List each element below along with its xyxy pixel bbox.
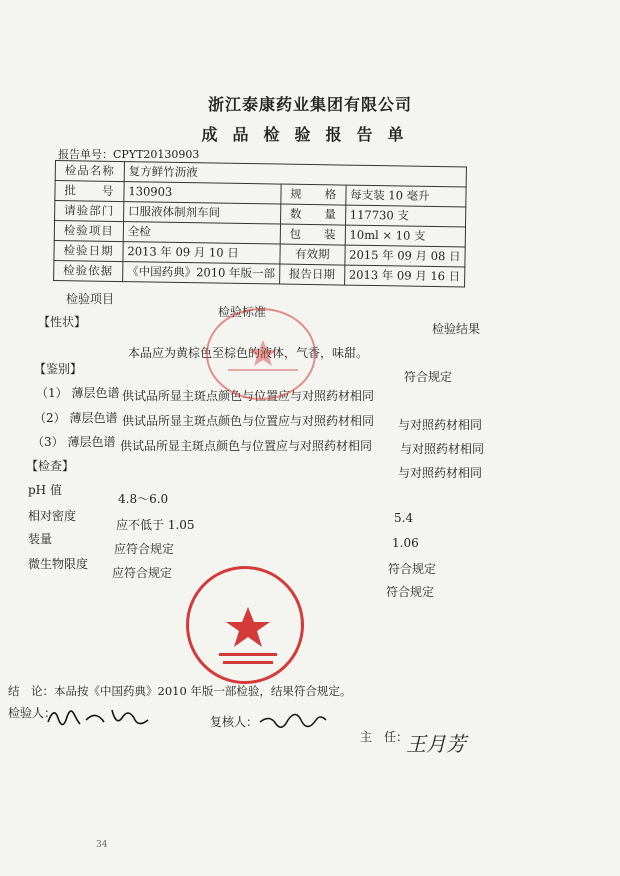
inspector-label: 检验人：: [8, 706, 57, 720]
value-cell: 每支装 10 毫升: [345, 185, 466, 207]
inspect-result-1: 5.4: [394, 511, 414, 525]
properties-standard: 本品应为黄棕色至棕色的液体，气香，味甜。: [128, 346, 369, 360]
value-cell: 2013 年 09 月 10 日: [123, 242, 280, 264]
section-properties-label: 【性状】: [38, 315, 87, 329]
value-cell: 《中国药典》2010 年版一部: [122, 262, 279, 284]
ident-result-3: 与对照药材相同: [398, 466, 483, 480]
value-cell: 130903: [124, 182, 281, 204]
report-number: 报告单号：CPYT20130903: [58, 148, 200, 161]
conclusion-text: 结 论：本品按《中国药典》2010 年版一部检验，结果符合规定。: [8, 684, 352, 698]
ident-item-3: （3） 薄层色谱: [32, 435, 116, 449]
value-cell: 复方鲜竹沥液: [124, 162, 466, 187]
properties-result: 符合规定: [404, 370, 453, 384]
inspect-result-2: 1.06: [392, 536, 419, 550]
inspect-standard-1: 4.8～6.0: [118, 492, 169, 506]
reviewer-signature-icon: [258, 706, 328, 732]
ident-item-1: （1） 薄层色谱: [36, 386, 120, 400]
label-cell: 请验部门: [55, 201, 124, 222]
ident-result-1: 与对照药材相同: [398, 418, 483, 432]
company-stamp: [206, 308, 316, 400]
ident-item-2: （2） 薄层色谱: [34, 411, 118, 425]
page-mark: 34: [96, 840, 108, 850]
inspector-signature-icon: [46, 700, 156, 734]
director-signature: 王月芳: [406, 732, 466, 756]
inspect-standard-4: 应符合规定: [112, 566, 173, 580]
report-title: 成品检验报告单: [201, 125, 419, 144]
value-cell: 全检: [123, 222, 280, 244]
section-inspection-label: 【检查】: [26, 459, 75, 473]
label-cell: 检验依据: [54, 260, 123, 281]
ident-result-2: 与对照药材相同: [400, 442, 485, 456]
section-identification-label: 【鉴别】: [34, 362, 83, 376]
column-header-result: 检验结果: [432, 322, 481, 336]
ident-standard-3: 供试品所显主斑点颜色与位置应与对照药材相同: [120, 439, 373, 453]
info-table: [53, 160, 467, 287]
ident-standard-2: 供试品所显主斑点颜色与位置应与对照药材相同: [122, 414, 375, 428]
quality-stamp: [186, 566, 304, 684]
value-cell: 10ml × 10 支: [345, 225, 466, 247]
value-cell: 117730 支: [345, 205, 466, 227]
label-cell: 报告日期: [279, 264, 344, 285]
inspect-item-4: 微生物限度: [28, 557, 89, 571]
label-cell: 有效期: [280, 244, 345, 265]
reviewer-label: 复核人：: [210, 715, 259, 729]
label-cell: 包 装: [280, 224, 345, 245]
company-name: 浙江泰康药业集团有限公司: [207, 95, 412, 114]
inspect-item-1: pH 值: [28, 483, 62, 497]
value-cell: 2015 年 09 月 08 日: [345, 245, 466, 267]
label-cell: 检验项目: [54, 221, 123, 242]
inspect-result-4: 符合规定: [386, 585, 435, 599]
inspect-item-3: 装量: [28, 532, 53, 546]
label-cell: 批 号: [55, 181, 124, 202]
label-cell: 检品名称: [55, 161, 124, 182]
column-header-item: 检验项目: [66, 292, 115, 306]
value-cell: 口服液体制剂车间: [123, 202, 280, 224]
ident-standard-1: 供试品所显主斑点颜色与位置应与对照药材相同: [122, 389, 375, 403]
column-header-standard: 检验标准: [218, 305, 267, 319]
inspect-standard-3: 应符合规定: [114, 542, 175, 556]
label-cell: 检验日期: [54, 240, 123, 261]
label-cell: 数 量: [280, 204, 345, 225]
inspect-item-2: 相对密度: [28, 509, 77, 523]
label-cell: 规 格: [281, 184, 346, 205]
value-cell: 2013 年 09 月 16 日: [344, 265, 465, 287]
inspect-standard-2: 应不低于 1.05: [116, 518, 195, 532]
director-label: 主 任：: [360, 730, 409, 744]
inspect-result-3: 符合规定: [388, 562, 437, 576]
